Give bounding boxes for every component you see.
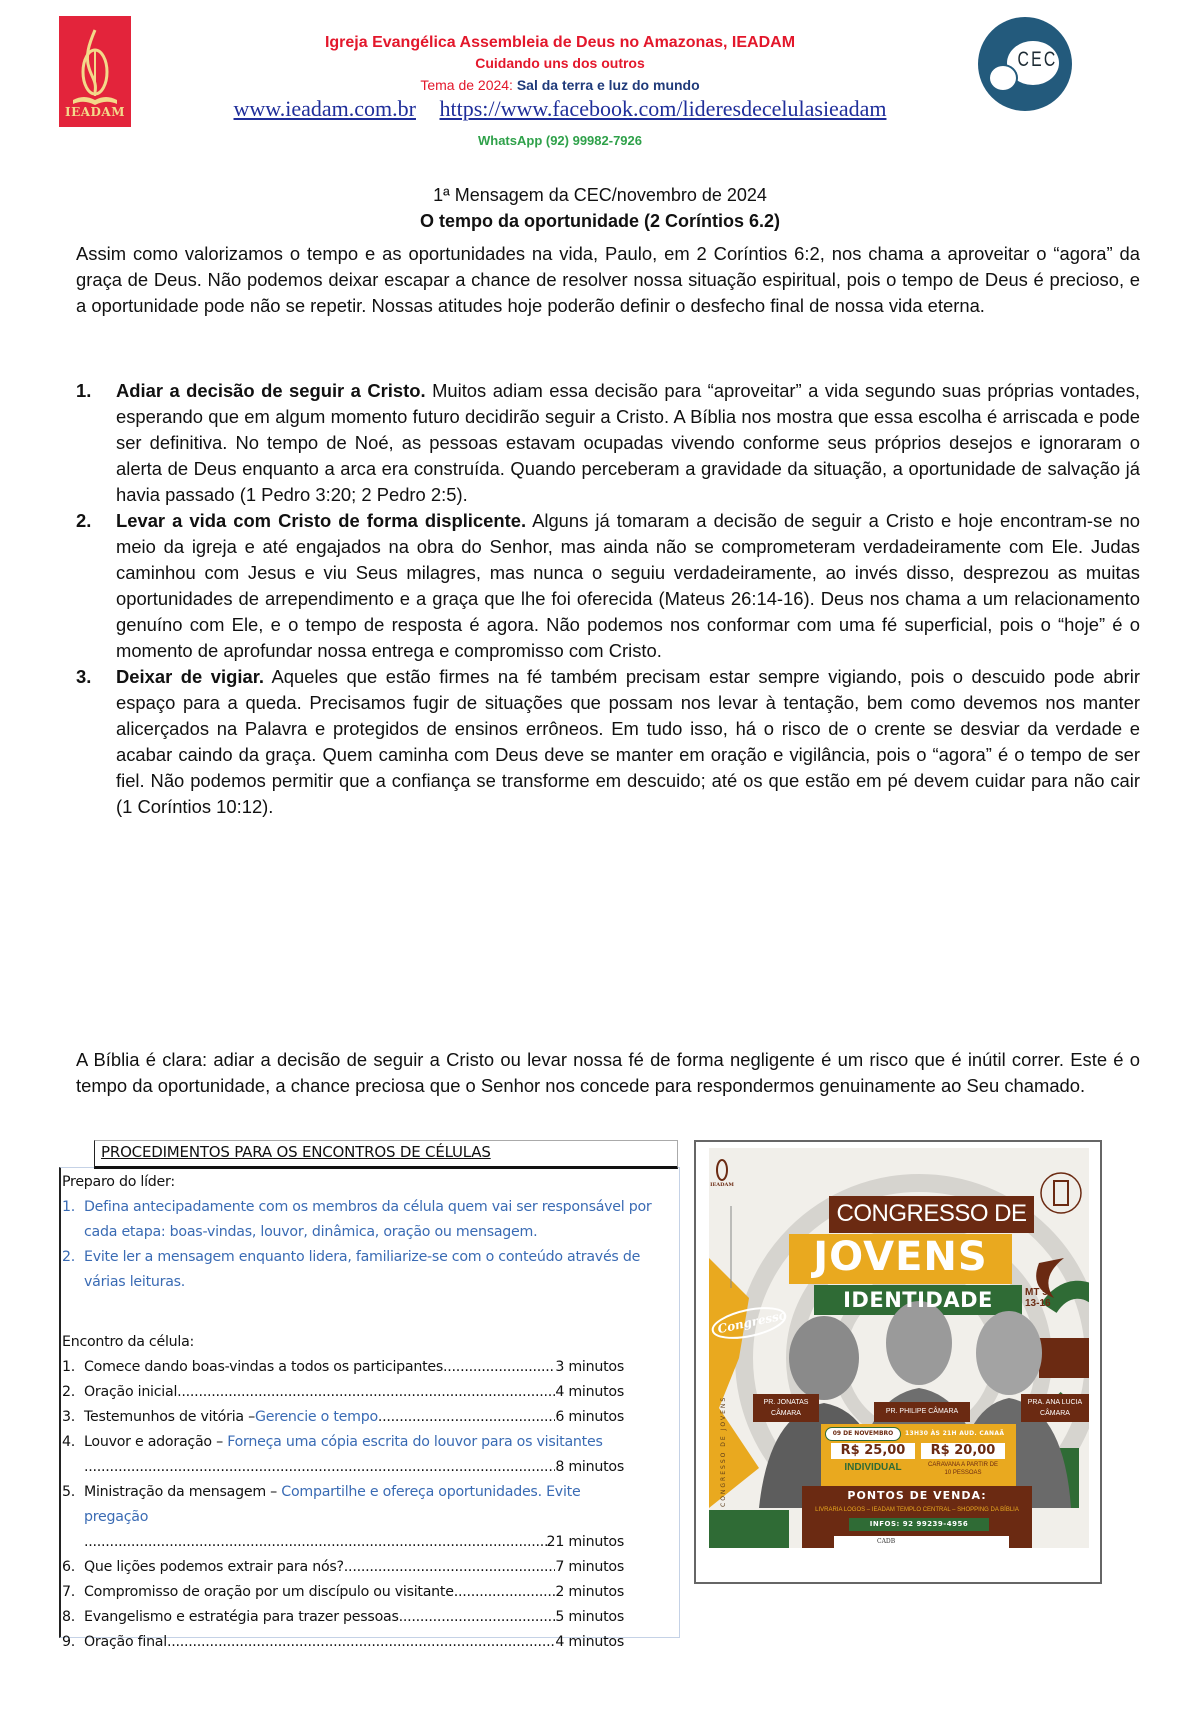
- cec-logo: [978, 17, 1072, 111]
- step-number: 1.: [62, 1359, 76, 1375]
- price-individual-label: INDIVIDUAL: [844, 1462, 902, 1473]
- meeting-step: [62, 1580, 674, 1605]
- message-title: O tempo da oportunidade (2 Coríntios 6.2): [419, 211, 781, 231]
- seal-icon: [1041, 1173, 1081, 1213]
- step-text: Compromisso de oração por um discípulo ou visitante: [84, 1584, 454, 1600]
- message-subtitle: 1ª Mensagem da CEC/novembro de 2024: [433, 185, 767, 205]
- step-text: Evangelismo e estratégia para trazer pessoas: [84, 1609, 399, 1625]
- step-duration: 3 minutos: [555, 1359, 624, 1375]
- step-number: 4.: [62, 1434, 76, 1450]
- item-text: Defina antecipadamente com os membros da célula quem vai ser responsável por cada etapa: boas-vindas, louvor, dinâmica, oração ou mensagem.: [84, 1199, 652, 1240]
- step-duration: 21 minutos: [546, 1534, 624, 1550]
- poster-title-line3: IDENTIDADE: [843, 1288, 993, 1312]
- step-duration: 8 minutos: [555, 1459, 624, 1475]
- speaker-name: PRA. ANA LUCIA CÂMARA: [1027, 1399, 1083, 1417]
- poster-date: 09 DE NOVEMBRO: [825, 1427, 901, 1441]
- point-text: Aqueles que estão firmes na fé também precisam estar sempre vigiando, pois o descuido pode abrir espaço para a queda. Precisamos fugir de situações que possam nos levar à tentação, bem como devemos nos manter alicerçados na Palavra e protegidos de ensinos errôneos. Em tudo isso, há o risco de o crente se desviar da verdade e acabar caindo da graça. Quem caminha com Deus deve se manter em oração e vigilância, pois o “agora” é o tempo de ser fiel. Não podemos permitir que a confiança se transforme em descuido; até os que estão em pé devem cuidar para não cair (1 Coríntios 10:12).: [116, 666, 1140, 817]
- sales-title: PONTOS DE VENDA:: [847, 1489, 987, 1502]
- small-bubble-icon: [988, 64, 1018, 92]
- intro-paragraph: Assim como valorizamos o tempo e as oportunidades na vida, Paulo, em 2 Coríntios 6:2, nos chama a aproveitar o “agora” da graça de Deus. Não podemos deixar escapar a chance de resolver nossa situação espiritual, pois o tempo de Deus é precioso, e a oportunidade pode não se repetir. Nossas atitudes hoje poderão definir o desfecho final de nossa vida eterna.: [76, 243, 1140, 316]
- leader-prep-item: [62, 1245, 674, 1295]
- ieadam-logo-text: IEADAM: [64, 105, 126, 119]
- poster-green-block: [709, 1510, 789, 1548]
- meeting-step: [62, 1630, 674, 1655]
- price-individual: R$ 25,00: [831, 1443, 915, 1459]
- step-number: 5.: [62, 1484, 76, 1500]
- dot-leader: [177, 1380, 555, 1405]
- poster-verse: MT 5 13-16: [1025, 1287, 1051, 1309]
- speaker-name: PR. PHILIPE CÂMARA: [885, 1408, 959, 1415]
- step-number: 6.: [62, 1559, 76, 1575]
- step-note: Compartilhe e ofereça oportunidades. Evite pregação: [84, 1484, 581, 1525]
- step-note: Gerencie o tempo: [254, 1409, 378, 1425]
- ieadam-logo: [59, 16, 131, 127]
- point-heading: Adiar a decisão de seguir a Cristo.: [116, 380, 426, 401]
- meeting-step: [62, 1355, 674, 1380]
- message-points: [76, 378, 1140, 820]
- leader-prep-label: Preparo do líder:: [62, 1174, 175, 1190]
- item-number: 2.: [62, 1249, 76, 1265]
- step-duration: 4 minutos: [555, 1634, 624, 1650]
- step-number: 9.: [62, 1634, 76, 1650]
- step-text: Oração final: [84, 1634, 167, 1650]
- speaker-name: PR. JONATAS CÂMARA: [763, 1399, 809, 1417]
- meeting-step: [62, 1380, 674, 1405]
- dot-leader: [84, 1455, 555, 1480]
- point-heading: Deixar de vigiar.: [116, 666, 264, 687]
- facebook-link[interactable]: https://www.facebook.com/lideresdecelulasieadam: [439, 96, 887, 121]
- event-poster: [709, 1148, 1089, 1548]
- step-text: Oração inicial: [84, 1384, 178, 1400]
- price-group-label: CARAVANA A PARTIR DE 10 PESSOAS: [928, 1462, 998, 1476]
- poster-vertical-text: CONGRESSO DE JOVENS: [720, 1395, 727, 1507]
- sponsor-logo-text: CADB: [877, 1538, 896, 1545]
- ieadam-small-logo-icon: [717, 1160, 727, 1180]
- poster-script-tag: Congresso: [716, 1307, 788, 1337]
- website-link[interactable]: www.ieadam.com.br: [233, 96, 416, 121]
- step-text: Que lições podemos extrair para nós?: [84, 1559, 344, 1575]
- procedures-title-bar: [94, 1140, 678, 1169]
- point-number: 1.: [76, 380, 92, 401]
- step-number: 7.: [62, 1584, 76, 1600]
- procedures-title: PROCEDIMENTOS PARA OS ENCONTROS DE CÉLULAS: [101, 1143, 491, 1161]
- seal-emblem-icon: [1054, 1181, 1068, 1205]
- dot-leader: [167, 1630, 555, 1655]
- header-links: [150, 96, 970, 122]
- step-text: Louvor e adoração –: [84, 1434, 228, 1450]
- point-number: 3.: [76, 666, 92, 687]
- dot-leader: [344, 1555, 556, 1580]
- cec-logo-text: CEC: [1017, 48, 1058, 71]
- speaker-photo: [976, 1311, 1042, 1395]
- step-number: 8.: [62, 1609, 76, 1625]
- meeting-step: [62, 1405, 674, 1430]
- poster-ieadam-logo-text: IEADAM: [710, 1182, 734, 1188]
- point-item: [76, 378, 1140, 508]
- step-duration: 2 minutos: [555, 1584, 624, 1600]
- point-item: [76, 508, 1140, 664]
- meeting-step: [62, 1480, 674, 1555]
- point-text: Alguns já tomaram a decisão de seguir a Cristo e hoje encontram-se no meio da igreja e até engajados na obra do Senhor, mas ainda não se comprometeram verdadeiramente com Ele. Judas caminhou com Jesus e viu Seus milagres, mas nunca o seguiu verdadeiramente, ao invés disso, desprezou as muitas oportunidades de arrependimento e a graça que lhe foi oferecida (Mateus 26:14-16). Deus nos chama a um relacionamento genuíno com Ele, e o tempo de resposta é agora. Não podemos nos conformar com uma fé superficial, pois o “hoje” é o momento de aprofundar nossa entrega e compromisso com Cristo.: [116, 510, 1140, 661]
- sales-places: LIVRARIA LOGOS – IEADAM TEMPLO CENTRAL – SHOPPING DA BÍBLIA: [815, 1507, 1019, 1513]
- meeting-section: [62, 1330, 674, 1655]
- whatsapp-contact: WhatsApp (92) 99982-7926: [477, 133, 642, 148]
- motto: Cuidando uns dos outros: [475, 55, 645, 71]
- dot-leader: [399, 1605, 556, 1630]
- leader-prep-section: [62, 1170, 674, 1295]
- step-text: Ministração da mensagem –: [84, 1484, 282, 1500]
- dot-leader: [378, 1405, 555, 1430]
- dot-leader: [443, 1355, 555, 1380]
- theme-value: Sal da terra e luz do mundo: [516, 77, 700, 93]
- step-text: Comece dando boas-vindas a todos os participantes: [84, 1359, 444, 1375]
- poster-title-line1: CONGRESSO DE: [836, 1200, 1027, 1227]
- organization-name: Igreja Evangélica Assembleia de Deus no Amazonas, IEADAM: [324, 34, 796, 51]
- meeting-label: Encontro da célula:: [62, 1334, 195, 1350]
- step-text: Testemunhos de vitória –: [84, 1409, 255, 1425]
- step-note: Forneça uma cópia escrita do louvor para os visitantes: [227, 1434, 603, 1450]
- speaker-photo: [789, 1316, 859, 1400]
- poster-brown-block: [1039, 1338, 1089, 1378]
- item-number: 1.: [62, 1199, 76, 1215]
- dot-leader: [454, 1580, 556, 1605]
- dot-leader: [84, 1530, 547, 1555]
- poster-title-line2: JOVENS: [813, 1234, 988, 1280]
- conclusion-paragraph: A Bíblia é clara: adiar a decisão de seguir a Cristo ou levar nossa fé de forma negligente é um risco que é inútil correr. Este é o tempo da oportunidade, a chance preciosa que o Senhor nos concede para respondermos genuinamente ao Seu chamado.: [76, 1049, 1140, 1096]
- meeting-step: [62, 1430, 674, 1480]
- sponsors-strip: [834, 1536, 1009, 1548]
- price-group: R$ 20,00: [921, 1443, 1005, 1459]
- poster-time-place: 13H30 ÀS 21H AUD. CANAÃ: [905, 1430, 1005, 1437]
- meeting-step: [62, 1605, 674, 1630]
- poster-infos: INFOS: 92 99239-4956: [869, 1520, 969, 1528]
- step-duration: 7 minutos: [555, 1559, 624, 1575]
- step-number: 3.: [62, 1409, 76, 1425]
- point-item: [76, 664, 1140, 820]
- item-text: Evite ler a mensagem enquanto lidera, familiarize-se com o conteúdo através de várias leituras.: [84, 1249, 641, 1290]
- step-duration: 5 minutos: [555, 1609, 624, 1625]
- leader-prep-item: [62, 1195, 674, 1245]
- point-number: 2.: [76, 510, 92, 531]
- step-number: 2.: [62, 1384, 76, 1400]
- theme-label: Tema de 2024:: [420, 77, 513, 93]
- step-duration: 4 minutos: [555, 1384, 624, 1400]
- point-text: Muitos adiam essa decisão para “aproveitar” a vida segundo suas próprias vontades, esperando que em algum momento futuro decidirão seguir a Cristo. A Bíblia nos mostra que essa escolha é arriscada e pode ser definitiva. No tempo de Noé, as pessoas estavam ocupadas vivendo conforme seus próprios desejos e ignoraram o alerta de Deus enquanto a arca era construída. Quando perceberam a gravidade da situação, a oportunidade de salvação já havia passado (1 Pedro 3:20; 2 Pedro 2:5).: [116, 380, 1140, 505]
- theme-line: [150, 77, 970, 93]
- point-heading: Levar a vida com Cristo de forma displicente.: [116, 510, 527, 531]
- step-duration: 6 minutos: [555, 1409, 624, 1425]
- meeting-step: [62, 1555, 674, 1580]
